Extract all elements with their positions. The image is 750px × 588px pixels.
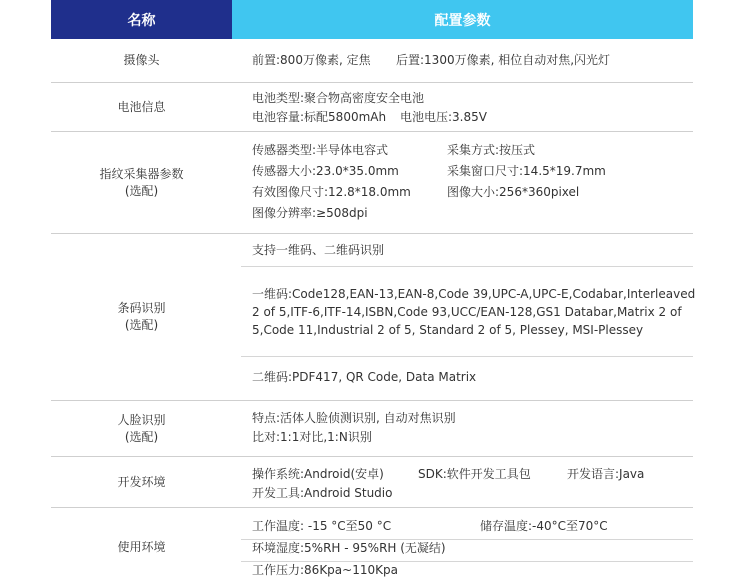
header-name: 名称 — [51, 0, 232, 39]
battery-label: 电池信息 — [117, 99, 166, 114]
camera-front: 前置:800万像素, 定焦 — [252, 53, 371, 67]
barcode-support: 支持一维码、二维码识别 — [252, 243, 385, 257]
store-temp: 储存温度:-40°C至70°C — [480, 519, 608, 533]
fingerprint-label: 指纹采集器参数 — [99, 166, 184, 181]
row-label — [51, 234, 232, 400]
row-label — [51, 83, 232, 131]
sensor-size: 传感器大小:23.0*35.0mm — [252, 164, 399, 178]
face-optional: (选配) — [124, 429, 159, 444]
row-fingerprint — [51, 132, 693, 234]
camera-rear: 后置:1300万像素, 相位自动对焦,闪光灯 — [396, 53, 611, 67]
barcode-2d: 二维码:PDF417, QR Code, Data Matrix — [252, 370, 477, 384]
barcode-1d: 一维码:Code128,EAN-13,EAN-8,Code 39,UPC-A,UPC-E,Codabar,Interleaved 2 of 5,ITF-6,ITF-14,ISBN,Code 93,UCC/EAN-128,GS1 Databar,Matrix 2 of 5,Code 11,Industrial 2 of 5, Standard 2 of 5, Plessey, MSI-Plessey — [252, 287, 696, 337]
window-size: 采集窗口尺寸:14.5*19.7mm — [447, 164, 606, 178]
row-face — [51, 401, 693, 457]
sensor-type: 传感器类型:半导体电容式 — [252, 143, 389, 157]
face-compare: 比对:1:1对比,1:N识别 — [252, 430, 372, 444]
fingerprint-optional: (选配) — [124, 183, 159, 198]
humidity: 环境湿度:5%RH - 95%RH (无凝结) — [252, 541, 446, 555]
row-dev — [51, 457, 693, 508]
row-camera — [51, 39, 693, 83]
face-label: 人脸识别 — [117, 412, 166, 427]
resolution: 图像分辨率:≥508dpi — [252, 206, 368, 220]
row-label — [51, 508, 232, 587]
row-label — [51, 39, 232, 82]
env-label: 使用环境 — [117, 540, 166, 554]
barcode-divider-1 — [241, 266, 693, 267]
row-barcode — [51, 234, 696, 401]
row-label — [51, 457, 232, 507]
image-size: 有效图像尺寸:12.8*18.0mm — [252, 185, 411, 199]
barcode-optional: (选配) — [124, 318, 159, 332]
row-battery — [51, 83, 693, 132]
dev-label: 开发环境 — [117, 474, 166, 489]
battery-type: 电池类型:聚合物高密度安全电池 — [252, 91, 425, 105]
row-label — [51, 132, 232, 233]
row-label — [51, 401, 232, 456]
camera-label: 摄像头 — [123, 53, 160, 67]
row-env — [51, 508, 693, 587]
pressure: 工作压力:86Kpa~110Kpa — [252, 563, 398, 577]
dev-lang: 开发语言:Java — [567, 467, 645, 481]
table-header — [51, 0, 693, 39]
collect-method: 采集方式:按压式 — [447, 143, 536, 157]
face-feature: 特点:活体人脸侦测识别, 自动对焦识别 — [252, 411, 456, 425]
dev-sdk: SDK:软件开发工具包 — [418, 467, 531, 481]
barcode-label: 条码识别 — [117, 301, 166, 315]
barcode-divider-2 — [241, 356, 693, 357]
battery-capacity: 电池容量:标配5800mAh — [252, 110, 387, 124]
work-temp: 工作温度: -15 °C至50 °C — [252, 519, 392, 533]
header-config: 配置参数 — [232, 0, 693, 39]
dev-os: 操作系统:Android(安卓) — [252, 467, 384, 481]
battery-voltage: 电池电压:3.85V — [400, 110, 487, 124]
dev-tool: 开发工具:Android Studio — [252, 486, 393, 500]
image-pixels: 图像大小:256*360pixel — [447, 185, 580, 199]
